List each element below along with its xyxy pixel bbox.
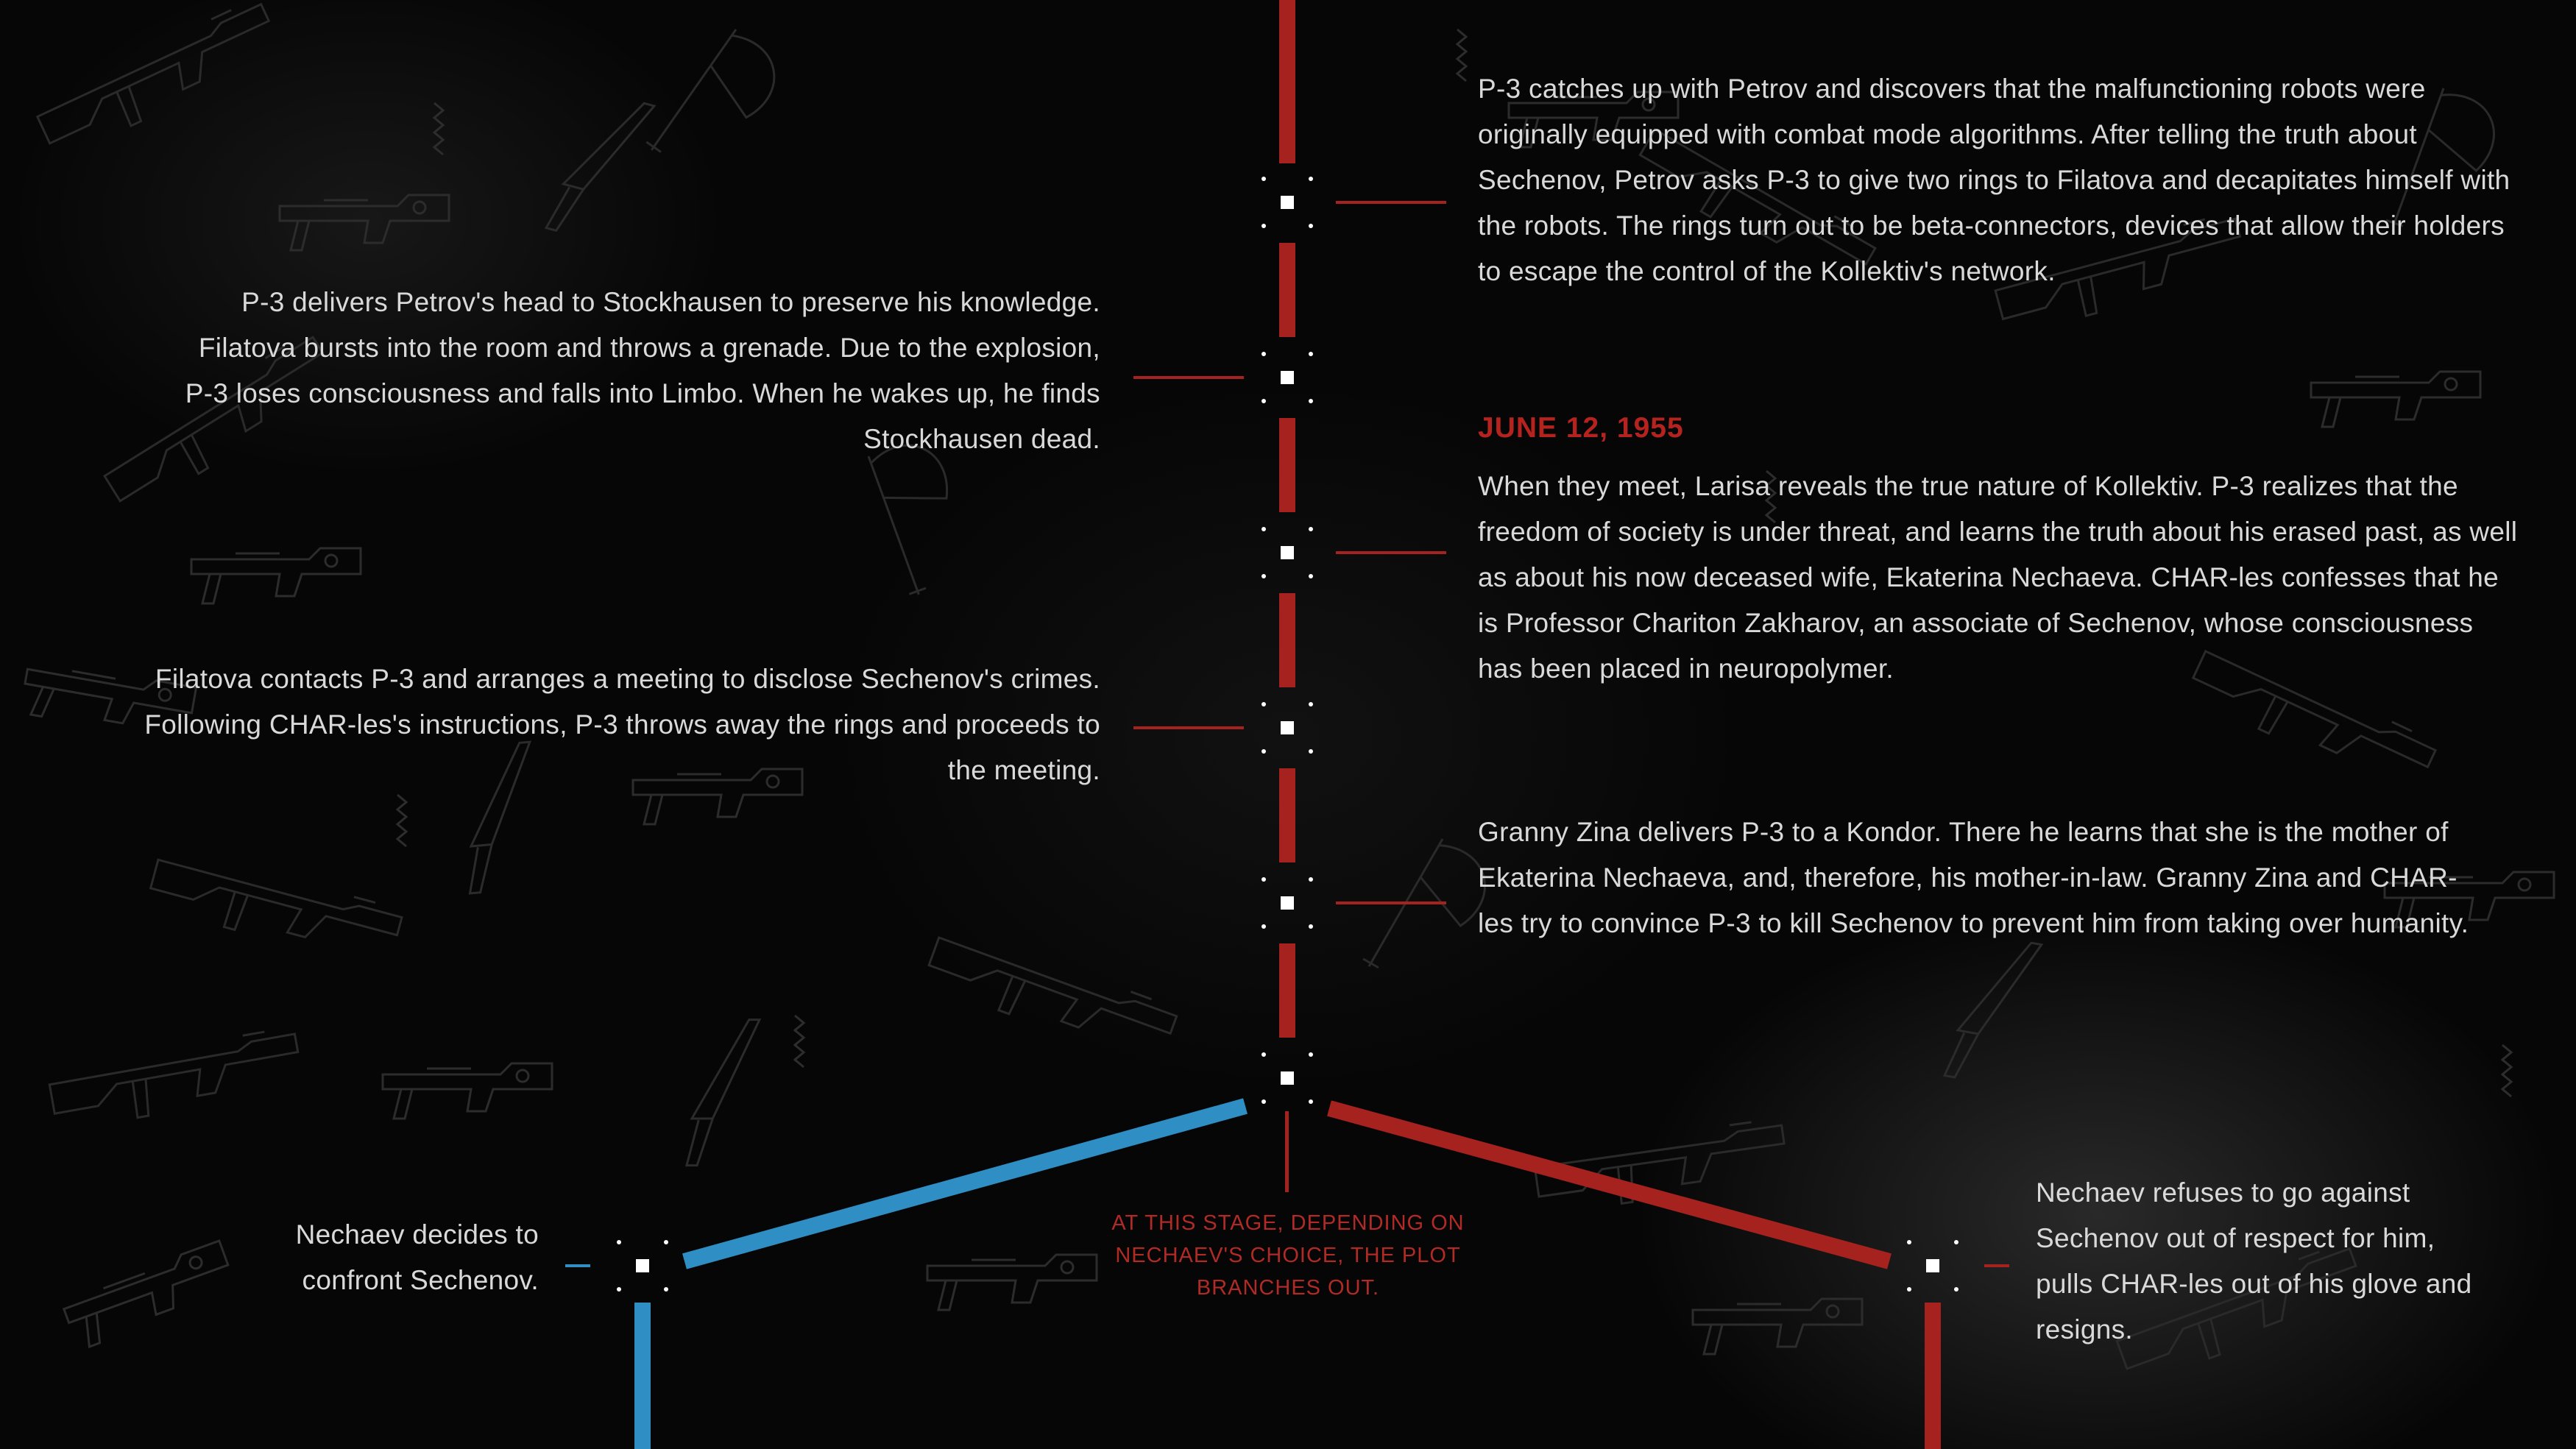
event-stockhausen-limbo: P-3 delivers Petrov's head to Stockhausen to preserve his knowledge. Filatova bursts into the room and throws a grenade. Due to the explosion, P-3 loses consciousness and falls into Limbo. When he wakes up, he finds Stockhausen dead. (185, 287, 1100, 454)
branch-point-node (1262, 1052, 1313, 1104)
branch-left-text: Nechaev decides to confront Sechenov. (295, 1219, 539, 1295)
right-branch-node (1907, 1240, 1958, 1292)
timeline-spine (1279, 0, 1295, 1192)
branch-note: AT THIS STAGE, DEPENDING ON NECHAEV'S CHOICE, THE PLOT BRANCHES OUT. (1111, 1211, 1465, 1300)
timeline-node (1262, 177, 1313, 228)
branch-right-text: Nechaev refuses to go against Sechenov out of respect for him, pulls CHAR-les out of his glove and resigns. (2036, 1177, 2472, 1345)
event-filatova-contact: Filatova contacts P-3 and arranges a meeting to disclose Sechenov's crimes. Following CHAR-les's instructions, P-3 throws away the rings and proceeds to the meeting. (144, 664, 1100, 785)
timeline-node (1262, 352, 1313, 403)
left-branch-node (617, 1240, 668, 1292)
event-petrov-rings: P-3 catches up with Petrov and discovers that the malfunctioning robots were originally equipped with combat mode algorithms. After telling the truth about Sechenov, Petrov asks P-3 to give two rings to Filatova and decapitates himself with the robots. The rings turn out to be beta-connectors, devices that allow their holders to escape the control of the Kollektiv's network. (1478, 74, 2510, 286)
event-date-heading: JUNE 12, 1955 (1478, 412, 1684, 444)
event-larisa-meeting: When they meet, Larisa reveals the true nature of Kollektiv. P-3 realizes that the freedom of society is under threat, and learns the truth about his erased past, as well as about his now deceased wife, Ekaterina Nechaeva. CHAR-les confesses that he is Professor Chariton Zakharov, an associate of Sechenov, whose consciousness has been placed in neuropolymer. (1478, 471, 2518, 684)
timeline-node (1262, 527, 1313, 578)
timeline-node (1262, 702, 1313, 754)
event-granny-zina-kondor: Granny Zina delivers P-3 to a Kondor. There he learns that she is the mother of Ekaterina Nechaeva, and, therefore, his mother-in-law. Granny Zina and CHAR-les try to convince P-3 to kill Sechenov to prevent him from taking over humanity. (1478, 817, 2469, 938)
timeline-node (1262, 877, 1313, 929)
